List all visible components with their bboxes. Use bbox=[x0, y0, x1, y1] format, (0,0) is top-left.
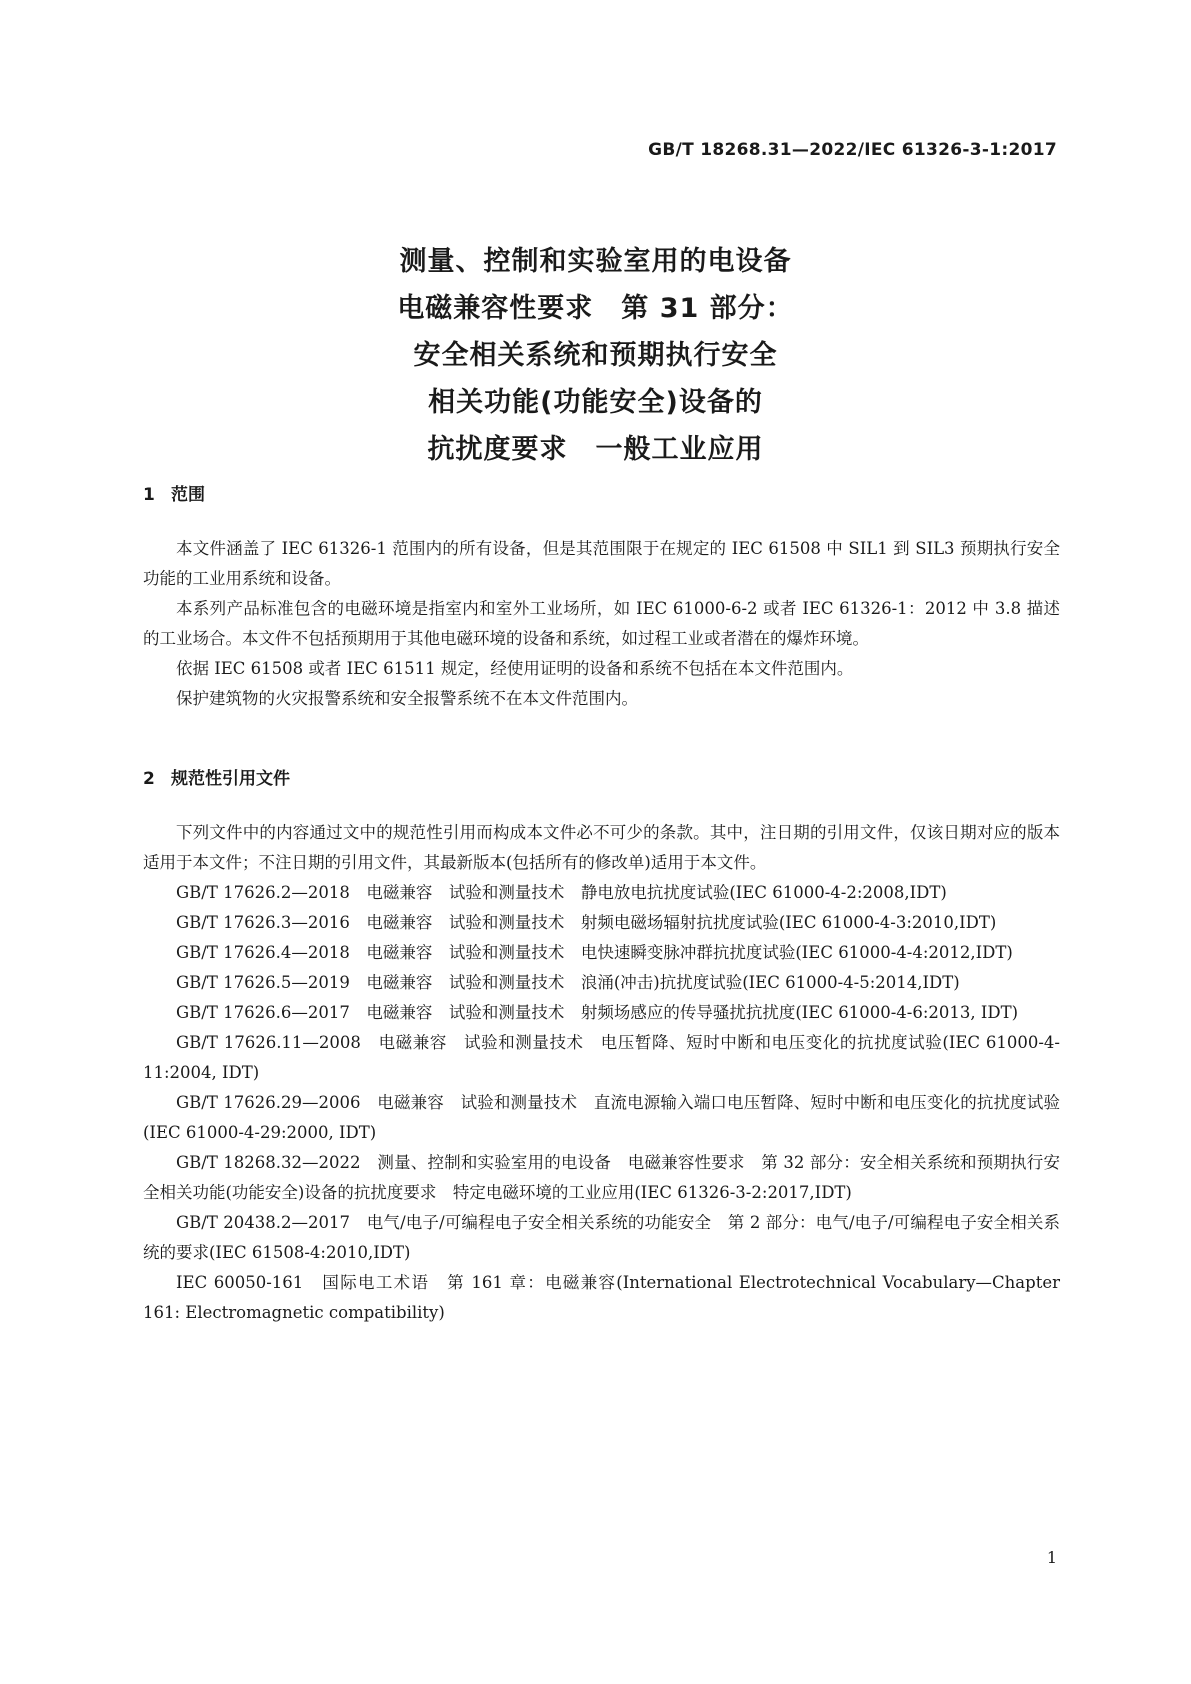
section-number: 2 bbox=[143, 769, 155, 789]
title-line: 安全相关系统和预期执行安全 bbox=[413, 340, 778, 371]
reference-item: GB/T 17626.4—2018 电磁兼容 试验和测量技术 电快速瞬变脉冲群抗扰度试验(IEC 61000-4-4:2012,IDT) bbox=[176, 943, 1013, 962]
reference-item: GB/T 18268.32—2022 测量、控制和实验室用的电设备 电磁兼容性要求 第 32 部分：安全相关系统和预期执行安全相关功能(功能安全)设备的抗扰度要求 特定电磁环境的工业应用(IEC 61326-3-2:2017,IDT) bbox=[143, 1153, 1060, 1202]
paragraph: 保护建筑物的火灾报警系统和安全报警系统不在本文件范围内。 bbox=[176, 689, 638, 708]
title-line: 抗扰度要求 一般工业应用 bbox=[427, 434, 764, 465]
title-line: 相关功能(功能安全)设备的 bbox=[428, 387, 763, 418]
section-title: 范围 bbox=[171, 485, 205, 505]
title-line: 测量、控制和实验室用的电设备 bbox=[399, 246, 792, 277]
reference-item: GB/T 20438.2—2017 电气/电子/可编程电子安全相关系统的功能安全 第 2 部分：电气/电子/可编程电子安全相关系统的要求(IEC 61508-4:2010,IDT) bbox=[143, 1213, 1060, 1262]
section-number: 1 bbox=[143, 485, 155, 505]
reference-item: GB/T 17626.3—2016 电磁兼容 试验和测量技术 射频电磁场辐射抗扰度试验(IEC 61000-4-3:2010,IDT) bbox=[176, 913, 997, 932]
section-title: 规范性引用文件 bbox=[171, 769, 290, 789]
standard-code: GB/T 18268.31—2022/IEC 61326-3-1:2017 bbox=[648, 140, 1057, 160]
reference-item: IEC 60050-161 国际电工术语 第 161 章：电磁兼容(International Electrotechnical Vocabulary—Chapter 161: Electromagnetic compatibility) bbox=[143, 1273, 1060, 1322]
paragraph: 本文件涵盖了 IEC 61326-1 范围内的所有设备，但是其范围限于在规定的 IEC 61508 中 SIL1 到 SIL3 预期执行安全功能的工业用系统和设备。 bbox=[143, 539, 1060, 588]
section-2-heading bbox=[143, 764, 290, 789]
page-number: 1 bbox=[1046, 1548, 1057, 1567]
reference-item: GB/T 17626.5—2019 电磁兼容 试验和测量技术 浪涌(冲击)抗扰度试验(IEC 61000-4-5:2014,IDT) bbox=[176, 973, 960, 992]
document-title bbox=[0, 238, 1191, 473]
paragraph: 依据 IEC 61508 或者 IEC 61511 规定，经使用证明的设备和系统不包括在本文件范围内。 bbox=[176, 659, 854, 678]
reference-item: GB/T 17626.6—2017 电磁兼容 试验和测量技术 射频场感应的传导骚扰抗扰度(IEC 61000-4-6:2013, IDT) bbox=[176, 1003, 1019, 1022]
reference-item: GB/T 17626.2—2018 电磁兼容 试验和测量技术 静电放电抗扰度试验(IEC 61000-4-2:2008,IDT) bbox=[176, 883, 947, 902]
paragraph: 下列文件中的内容通过文中的规范性引用而构成本文件必不可少的条款。其中，注日期的引用文件，仅该日期对应的版本适用于本文件；不注日期的引用文件，其最新版本(包括所有的修改单)适用于本文件。 bbox=[143, 823, 1060, 872]
title-line: 电磁兼容性要求 第 31 部分： bbox=[397, 293, 794, 324]
reference-item: GB/T 17626.29—2006 电磁兼容 试验和测量技术 直流电源输入端口电压暂降、短时中断和电压变化的抗扰度试验(IEC 61000-4-29:2000, IDT) bbox=[143, 1093, 1060, 1142]
paragraph: 本系列产品标准包含的电磁环境是指室内和室外工业场所，如 IEC 61000-6-2 或者 IEC 61326-1：2012 中 3.8 描述的工业场合。本文件不包括预期用于其他电磁环境的设备和系统，如过程工业或者潜在的爆炸环境。 bbox=[143, 599, 1060, 648]
section-2-body bbox=[143, 818, 1060, 1328]
section-1-heading bbox=[143, 480, 205, 505]
reference-item: GB/T 17626.11—2008 电磁兼容 试验和测量技术 电压暂降、短时中断和电压变化的抗扰度试验(IEC 61000-4-11:2004, IDT) bbox=[143, 1033, 1060, 1082]
section-1-body bbox=[143, 534, 1060, 714]
